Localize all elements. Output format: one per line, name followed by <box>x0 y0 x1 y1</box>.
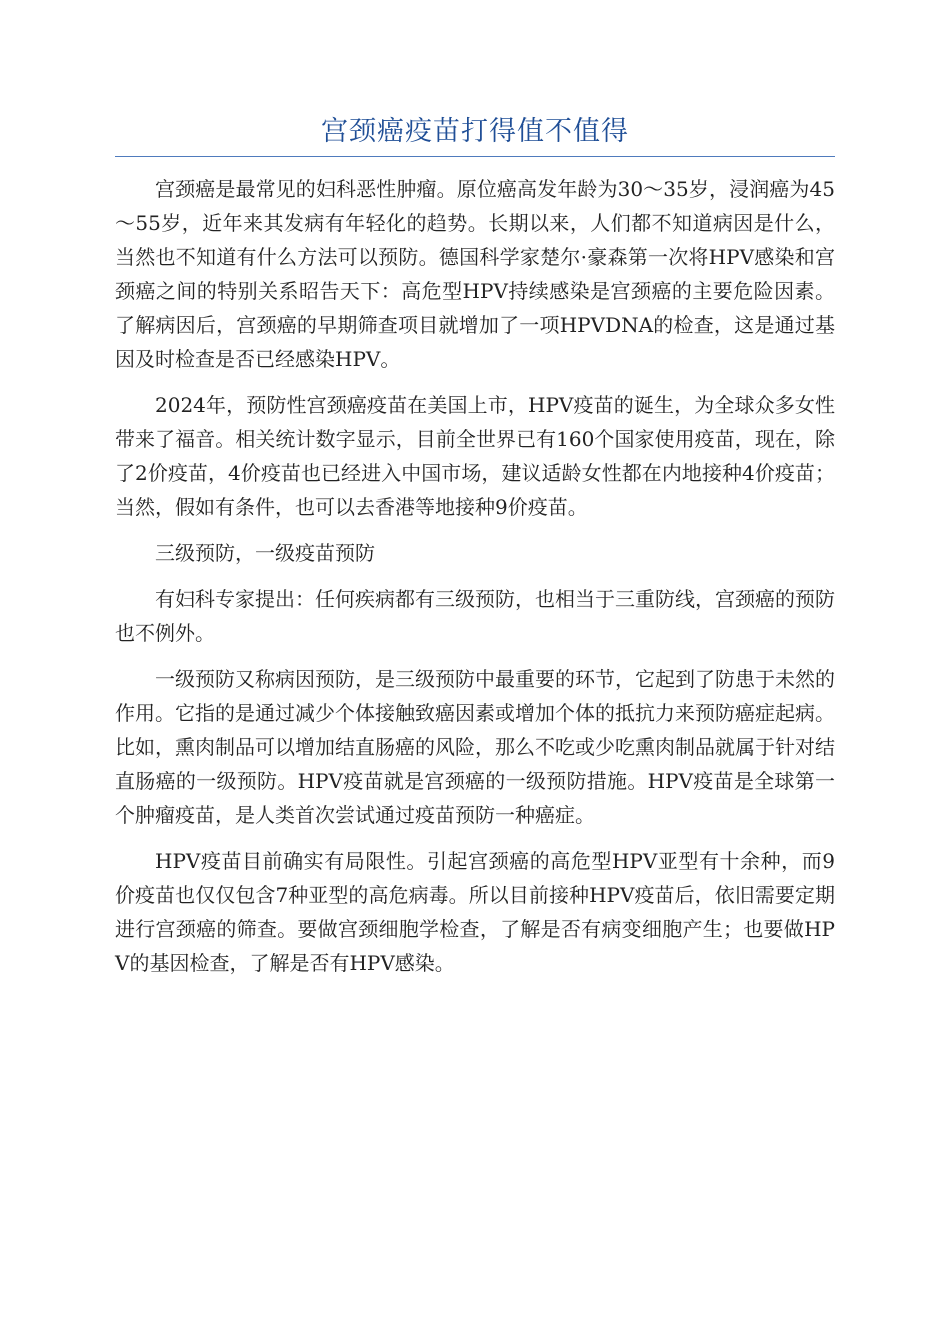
section-heading-prevention: 三级预防，一级疫苗预防 <box>155 541 375 565</box>
document-title: 宫颈癌疫苗打得值不值得 <box>321 116 629 147</box>
paragraph-vaccine-launch: 2024年，预防性宫颈癌疫苗在美国上市，HPV疫苗的诞生，为全球众多女性带来了福音。相关统计数字显示，目前全世界已有160个国家使用疫苗，现在，除了2价疫苗，4价疫苗也已经进入中国市场，建议适龄女性都在内地接种4价疫苗；当然，假如有条件，也可以去香港等地接种9价疫苗。 <box>115 393 835 519</box>
title-block <box>115 108 835 157</box>
paragraph-limitations: HPV疫苗目前确实有局限性。引起宫颈癌的高危型HPV亚型有十余种，而9价疫苗也仅仅包含7种亚型的高危病毒。所以目前接种HPV疫苗后，依旧需要定期进行宫颈癌的筛查。要做宫颈细胞学检查，了解是否有病变细胞产生；也要做HPV的基因检查，了解是否有HPV感染。 <box>115 849 835 975</box>
paragraph-intro: 宫颈癌是最常见的妇科恶性肿瘤。原位癌高发年龄为30～35岁，浸润癌为45～55岁，近年来其发病有年轻化的趋势。长期以来，人们都不知道病因是什么，当然也不知道有什么方法可以预防。德国科学家楚尔·豪森第一次将HPV感染和宫颈癌之间的特别关系昭告天下：高危型HPV持续感染是宫颈癌的主要危险因素。了解病因后，宫颈癌的早期筛查项目就增加了一项HPVDNA的检查，这是通过基因及时检查是否已经感染HPV。 <box>115 177 835 371</box>
paragraph-expert-view: 有妇科专家提出：任何疾病都有三级预防，也相当于三重防线，宫颈癌的预防也不例外。 <box>115 587 835 645</box>
document-body <box>115 172 835 992</box>
paragraph-primary-prevention: 一级预防又称病因预防，是三级预防中最重要的环节，它起到了防患于未然的作用。它指的是通过减少个体接触致癌因素或增加个体的抵抗力来预防癌症起病。比如，熏肉制品可以增加结直肠癌的风险，那么不吃或少吃熏肉制品就属于针对结直肠癌的一级预防。HPV疫苗就是宫颈癌的一级预防措施。HPV疫苗是全球第一个肿瘤疫苗，是人类首次尝试通过疫苗预防一种癌症。 <box>115 667 835 827</box>
